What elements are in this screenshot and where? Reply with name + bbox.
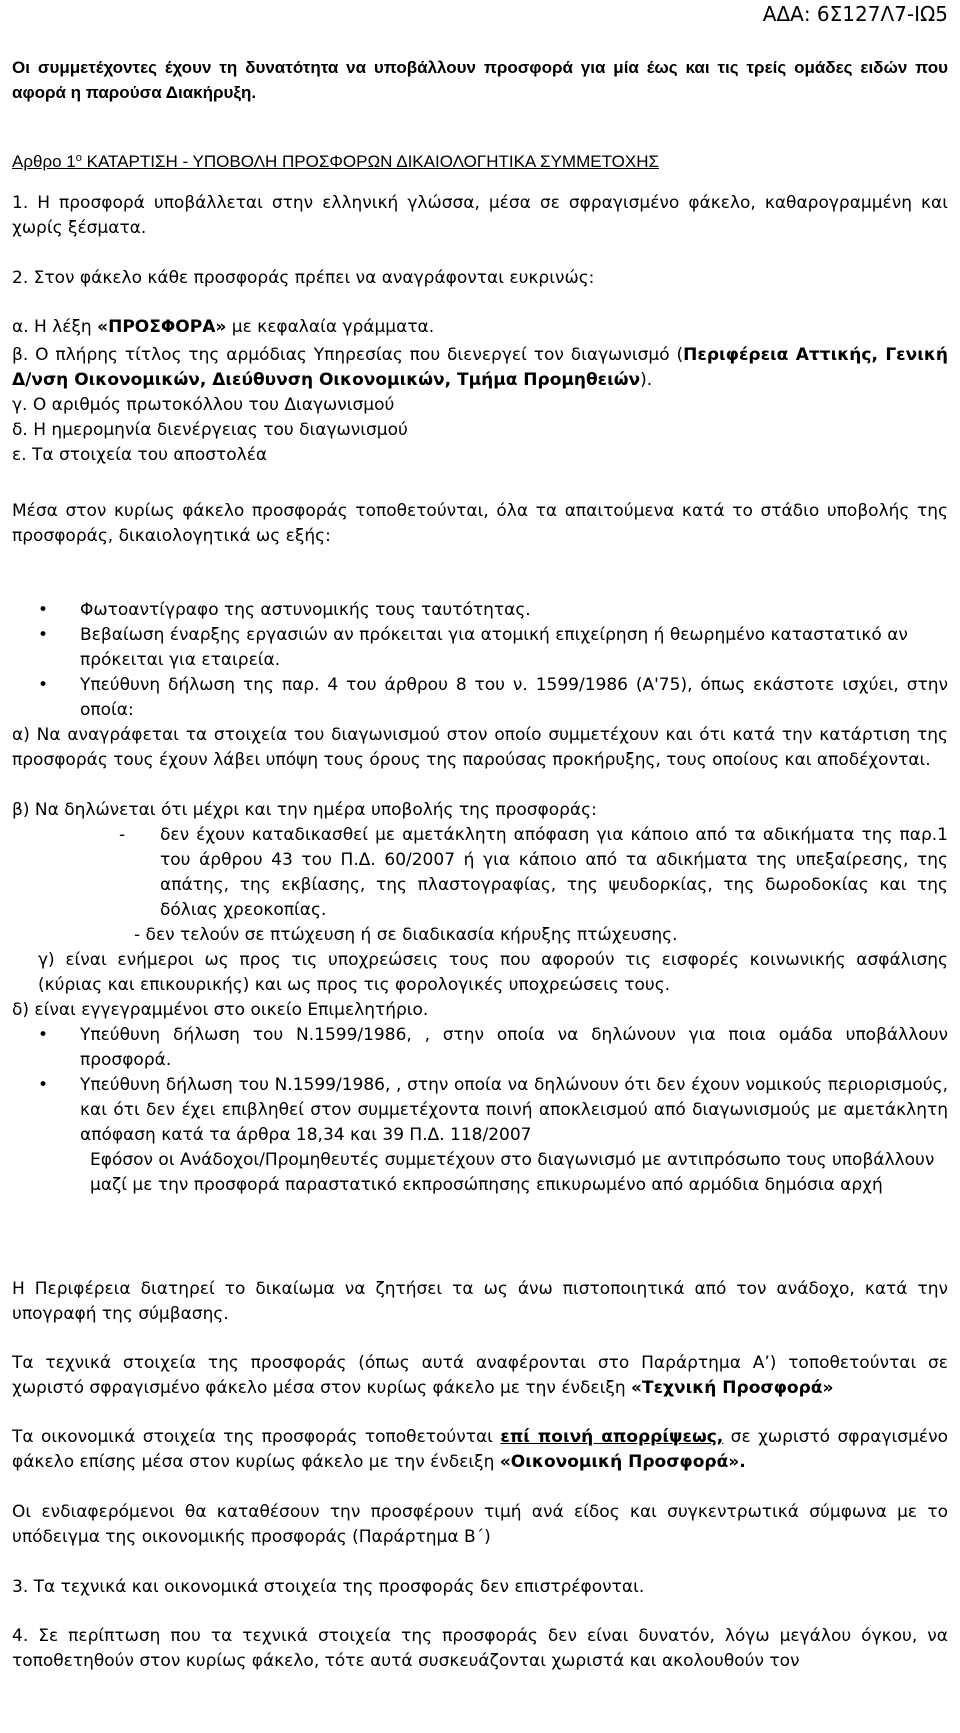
- declaration-a: α) Να αναγράφεται τα στοιχεία του διαγωνισμού στον οποίο συμμετέχουν και ότι κατά την κατάρτιση της προσφοράς τους έχουν λάβει υπόψη τους όρους της παρούσας προκήρυξης, τους οποίους και αποδέχονται.: [12, 725, 948, 770]
- item-1: 1. Η προσφορά υποβάλλεται στην ελληνική γλώσσα, μέσα σε σφραγισμένο φάκελο, καθαρογραμμένη και χωρίς ξέσματα.: [12, 193, 948, 238]
- declaration-dash-2: - δεν τελούν σε πτώχευση ή σε διαδικασία κήρυξης πτώχευσης.: [134, 925, 678, 945]
- bullet-icon: •: [38, 600, 49, 620]
- main-envelope-paragraph: Μέσα στον κυρίως φάκελο προσφοράς τοποθετούνται, όλα τα απαιτούμενα κατά το στάδιο υποβολής της προσφοράς, δικαιολογητικά ως εξής:: [12, 501, 948, 546]
- item-d: δ. Η ημερομηνία διενέργειας του διαγωνισμού: [12, 420, 408, 440]
- financial-offer-paragraph: Τα οικονομικά στοιχεία της προσφοράς τοποθετούνται επί ποινή απορρίψεως, σε χωριστό σφραγισμένο φάκελο επίσης μέσα στον κυρίως φάκελο με την ένδειξη «Οικονομική Προσφορά».: [12, 1427, 948, 1472]
- item-c: γ. Ο αριθμός πρωτοκόλλου του Διαγωνισμού: [12, 395, 395, 415]
- bullet-list-1: [12, 598, 948, 723]
- item-4: 4. Σε περίπτωση που τα τεχνικά στοιχεία της προσφοράς δεν είναι δυνατόν, λόγω μεγάλου όγκου, να τοποθετηθούν στον κυρίως φάκελο, τότε αυτά συσκευάζονται χωριστά και ακολουθούν τον: [12, 1626, 948, 1671]
- item-b: β. Ο πλήρης τίτλος της αρμόδιας Υπηρεσίας που διενεργεί τον διαγωνισμό (Περιφέρεια Αττικής, Γενική Δ/νση Οικονομικών, Διεύθυνση Οικονομικών, Τμήμα Προμηθειών).: [12, 345, 948, 390]
- declaration-dash-1: - δεν έχουν καταδικασθεί με αμετάκλητη απόφαση για κάποιο από τα αδικήματα της παρ.1 του άρθρου 43 του Π.Δ. 60/2007 ή για κάποιο από τα αδικήματα της υπεξαίρεσης, της απάτης, της εκβίασης, της πλαστογραφίας, της ψευδορκίας, της δωροδοκίας και της δόλιας χρεοκοπίας.: [119, 825, 948, 920]
- list-item: • Υπεύθυνη δήλωση του Ν.1599/1986, , στην οποία να δηλώνουν για ποια ομάδα υποβάλλουν προσφορά.: [38, 1025, 948, 1070]
- bullet-icon: •: [38, 1025, 49, 1045]
- list-item: • Βεβαίωση έναρξης εργασιών αν πρόκειται για ατομική επιχείρηση ή θεωρημένο καταστατικό αν πρόκειται για εταιρεία.: [38, 625, 908, 670]
- dash-marker: -: [119, 825, 126, 845]
- item-3: 3. Τα τεχνικά και οικονομικά στοιχεία της προσφοράς δεν επιστρέφονται.: [12, 1577, 645, 1597]
- list-item: • Υπεύθυνη δήλωση της παρ. 4 του άρθρου 8 του ν. 1599/1986 (Α'75), όπως εκάστοτε ισχύει, στην οποία:: [38, 675, 948, 720]
- declaration-b: β) Να δηλώνεται ότι μέχρι και την ημέρα υποβολής της προσφοράς:: [12, 800, 597, 820]
- intro-paragraph: Οι συμμετέχοντες έχουν τη δυνατότητα να υποβάλλουν προσφορά για μία έως και τις τρείς ομάδες ειδών που αφορά η παρούσα Διακήρυξη.: [12, 58, 948, 102]
- region-right-paragraph: Η Περιφέρεια διατηρεί το δικαίωμα να ζητήσει τα ως άνω πιστοποιητικά από τον ανάδοχο, κατά την υπογραφή της σύμβασης.: [12, 1279, 948, 1324]
- ada-code: ΑΔΑ: 6Σ127Λ7-ΙΩ5: [762, 2, 948, 26]
- declaration-d: δ) είναι εγγεγραμμένοι στο οικείο Επιμελητήριο.: [12, 1000, 429, 1020]
- bullet-list-2: [12, 1023, 948, 1198]
- item-a: α. Η λέξη «ΠΡΟΣΦΟΡΑ» με κεφαλαία γράμματα.: [12, 317, 435, 337]
- price-paragraph: Οι ενδιαφερόμενοι θα καταθέσουν την προσφέρουν τιμή ανά είδος και συγκεντρωτικά σύμφωνα με το υπόδειγμα της οικονομικής προσφοράς (Παράρτημα Β΄): [12, 1502, 948, 1547]
- bullet-icon: •: [38, 625, 49, 645]
- item-e: ε. Τα στοιχεία του αποστολέα: [12, 445, 268, 465]
- list-item: • Φωτοαντίγραφο της αστυνομικής τους ταυτότητας.: [12, 598, 948, 623]
- declaration-c: γ) είναι ενήμεροι ως προς τις υποχρεώσεις τους που αφορούν τις εισφορές κοινωνικής ασφάλισης (κύριας και επικουρικής) και ως προς τις φορολογικές υποχρεώσεις τους.: [38, 950, 948, 995]
- technical-offer-paragraph: Τα τεχνικά στοιχεία της προσφοράς (όπως αυτά αναφέρονται στο Παράρτημα Α’) τοποθετούνται σε χωριστό σφραγισμένο φάκελο μέσα στον κυρίως φάκελο με την ένδειξη «Τεχνική Προσφορά»: [12, 1353, 948, 1398]
- list-item: Εφόσον οι Ανάδοχοι/Προμηθευτές συμμετέχουν στο διαγωνισμό με αντιπρόσωπο τους υποβάλλουν μαζί με την προσφορά παραστατικό εκπροσώπησης επικυρωμένο από αρμόδια δημόσια αρχή: [90, 1150, 935, 1195]
- bullet-icon: •: [38, 1075, 49, 1095]
- article-heading: Αρθρο $1^o$ ΚΑΤΑΡΤΙΣΗ - ΥΠΟΒΟΛΗ ΠΡΟΣΦΟΡΩΝ ΔΙΚΑΙΟΛΟΓΗΤΙΚΑ ΣΥΜΜΕΤΟΧΗΣ: [12, 152, 659, 171]
- item-2: 2. Στον φάκελο κάθε προσφοράς πρέπει να αναγράφονται ευκρινώς:: [12, 268, 595, 288]
- list-item: • Υπεύθυνη δήλωση του Ν.1599/1986, , στην οποία να δηλώνουν ότι δεν έχουν νομικούς περιορισμούς, και ότι δεν έχει επιβληθεί στον συμμετέχοντα ποινή αποκλεισμού από διαγωνισμούς με αμετάκλητη απόφαση κατά τα άρθρα 18,34 και 39 Π.Δ. 118/2007: [38, 1075, 948, 1145]
- bullet-icon: •: [38, 675, 49, 695]
